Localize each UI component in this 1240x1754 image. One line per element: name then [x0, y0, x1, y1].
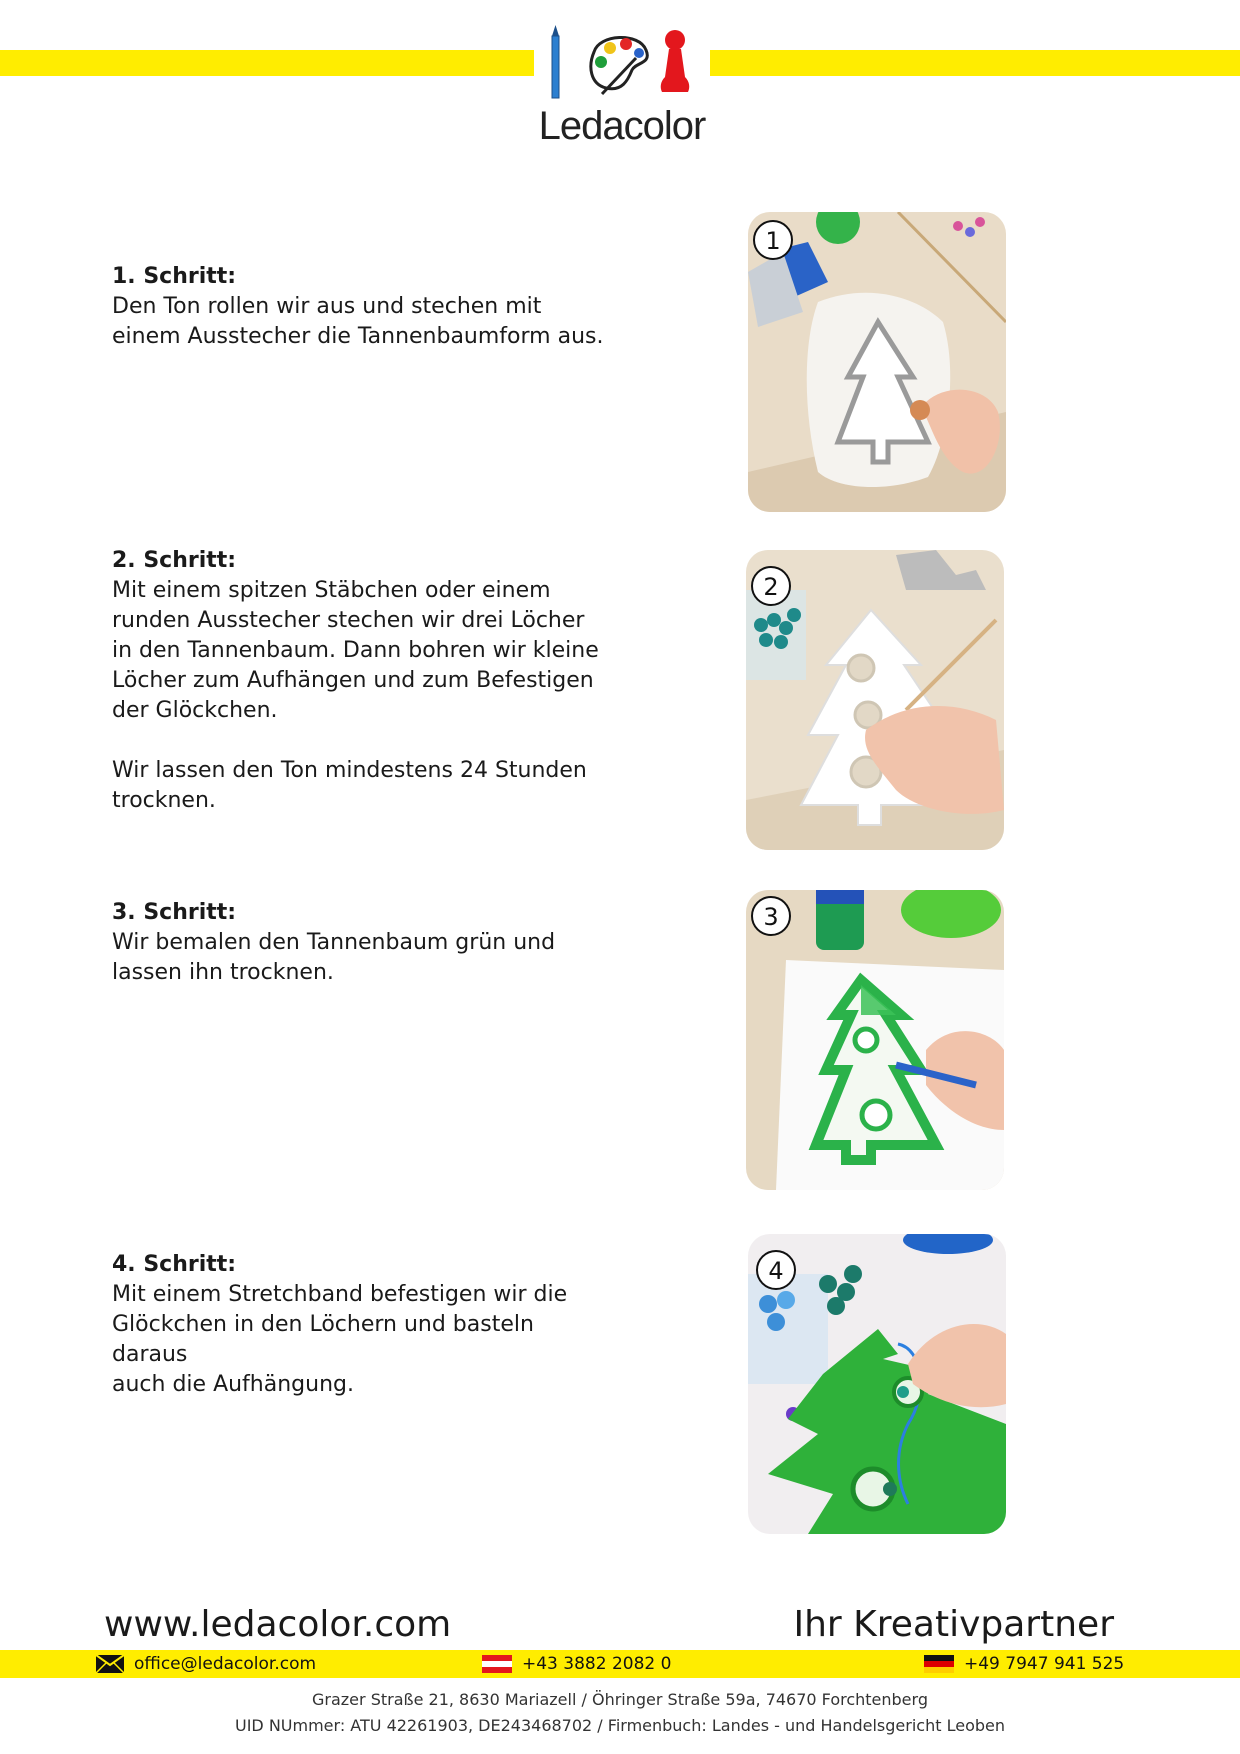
footer-registry: UID NUmmer: ATU 42261903, DE243468702 / Firmenbuch: Landes - und Handelsgericht Leoben: [234, 1716, 1005, 1735]
step-badge: 4: [768, 1257, 784, 1285]
step-4: [112, 1250, 612, 1400]
step-title: 3. Schritt:: [112, 900, 237, 925]
step-badge: 3: [763, 903, 779, 931]
logo-wordmark: Ledacolor: [538, 104, 706, 148]
step-1: [112, 262, 612, 352]
step-2: [112, 546, 612, 816]
contact-phone-germany[interactable]: [924, 1653, 1124, 1675]
phone-at-text: +43 3882 2082 0: [522, 1654, 672, 1674]
step-text: Mit einem Stretchband befestigen wir die Glöckchen in den Löchern und basteln daraus auch die Aufhängung.: [112, 1282, 568, 1397]
step-3-photo: [746, 890, 1004, 1190]
ledacolor-logo: [534, 18, 710, 146]
step-2-photo: [746, 550, 1004, 850]
step-title: 1. Schritt:: [112, 264, 237, 289]
contact-email[interactable]: [96, 1653, 316, 1675]
game-piece-icon: [661, 30, 689, 92]
contact-phone-austria[interactable]: [482, 1653, 671, 1675]
pencil-icon: [552, 25, 559, 98]
step-3: [112, 898, 612, 988]
email-text: office@ledacolor.com: [134, 1654, 317, 1674]
envelope-icon: [96, 1655, 124, 1673]
footer-tagline: Ihr Kreativpartner: [793, 1604, 1114, 1645]
step-title: 2. Schritt:: [112, 548, 237, 573]
footer-website[interactable]: www.ledacolor.com: [104, 1604, 452, 1645]
austria-flag-icon: [482, 1655, 512, 1673]
footer-address: Grazer Straße 21, 8630 Mariazell / Öhringer Straße 59a, 74670 Forchtenberg: [312, 1690, 928, 1709]
step-1-photo: [748, 212, 1006, 512]
step-title: 4. Schritt:: [112, 1252, 237, 1277]
step-text: Den Ton rollen wir aus und stechen mit einem Ausstecher die Tannenbaumform aus.: [112, 294, 604, 349]
phone-de-text: +49 7947 941 525: [964, 1654, 1125, 1674]
germany-flag-icon: [924, 1655, 954, 1673]
step-badge: 2: [763, 573, 779, 601]
step-text: Mit einem spitzen Stäbchen oder einem runden Ausstecher stechen wir drei Löcher in den Tannenbaum. Dann bohren wir kleine Löcher zum Aufhängen und zum Befestigen der Glöckchen. Wir lassen den Ton mindestens 24 Stunden trocknen.: [112, 578, 599, 813]
step-text: Wir bemalen den Tannenbaum grün und lassen ihn trocknen.: [112, 930, 556, 985]
palette-icon: [591, 37, 647, 94]
step-badge: 1: [765, 227, 781, 255]
step-4-photo: [748, 1234, 1006, 1534]
